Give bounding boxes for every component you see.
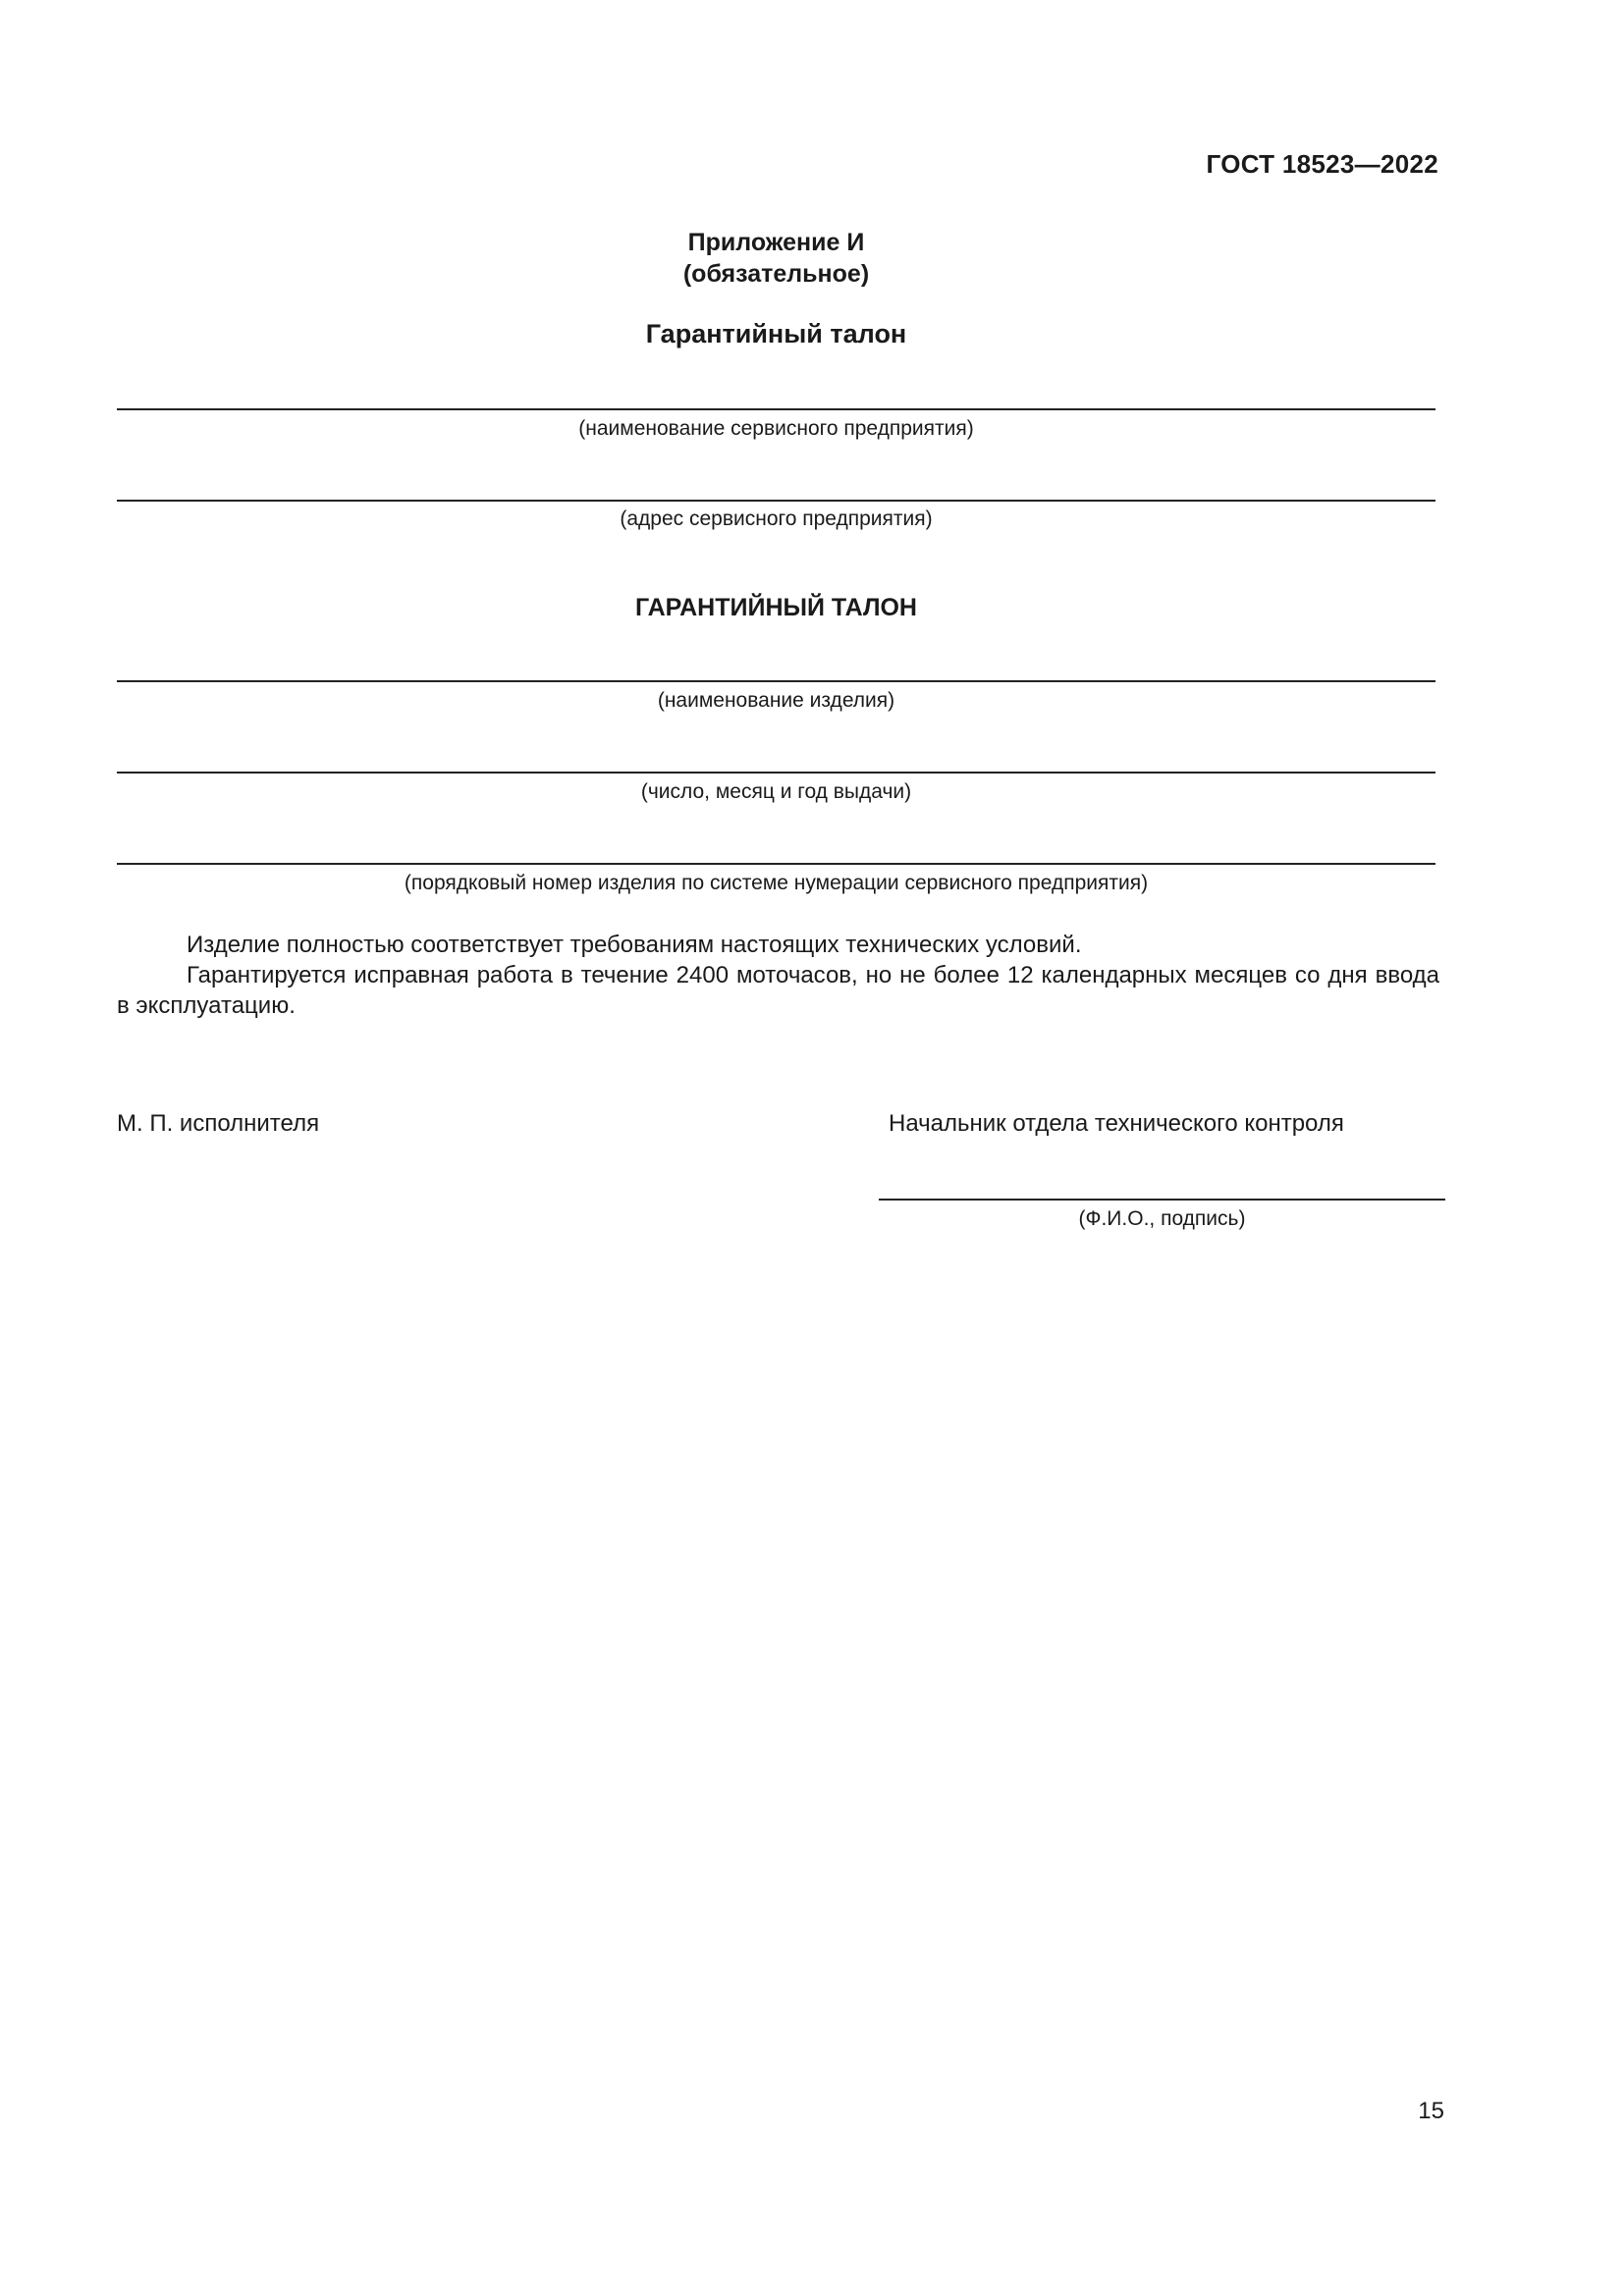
warranty-text bbox=[117, 930, 1439, 1021]
annex-status: (обязательное) bbox=[682, 260, 870, 288]
signature-field[interactable] bbox=[879, 1199, 1445, 1201]
annex-heading bbox=[117, 227, 1435, 290]
form-title: Гарантийный талон bbox=[645, 319, 907, 348]
service-company-name-field[interactable] bbox=[117, 408, 1435, 410]
page-number: 15 bbox=[1418, 2098, 1444, 2124]
document-title: ГАРАНТИЙНЫЙ ТАЛОН bbox=[635, 594, 917, 621]
service-company-address-field[interactable] bbox=[117, 500, 1435, 502]
issue-date-field[interactable] bbox=[117, 772, 1435, 774]
serial-number-caption: (порядковый номер изделия по системе нумерации сервисного предприятия) bbox=[404, 872, 1149, 894]
service-company-name-caption: (наименование сервисного предприятия) bbox=[578, 417, 974, 440]
stamp-label: М. П. исполнителя bbox=[117, 1110, 320, 1137]
warranty-paragraph: Гарантируется исправная работа в течение 2400 моточасов, но не более 12 календарных месяцев со дня ввода в эксплуатацию. bbox=[117, 962, 1439, 1019]
serial-number-field[interactable] bbox=[117, 863, 1435, 865]
signature-caption: (Ф.И.О., подпись) bbox=[1078, 1207, 1246, 1230]
product-name-field[interactable] bbox=[117, 680, 1435, 682]
signer-title: Начальник отдела технического контроля bbox=[889, 1110, 1344, 1137]
standard-number: ГОСТ 18523—2022 bbox=[1206, 149, 1438, 179]
issue-date-caption: (число, месяц и год выдачи) bbox=[640, 780, 912, 803]
product-name-caption: (наименование изделия) bbox=[657, 689, 895, 712]
annex-title: Приложение И bbox=[687, 229, 865, 256]
compliance-paragraph: Изделие полностью соответствует требованиям настоящих технических условий. bbox=[187, 932, 1082, 958]
service-company-address-caption: (адрес сервисного предприятия) bbox=[620, 507, 933, 530]
